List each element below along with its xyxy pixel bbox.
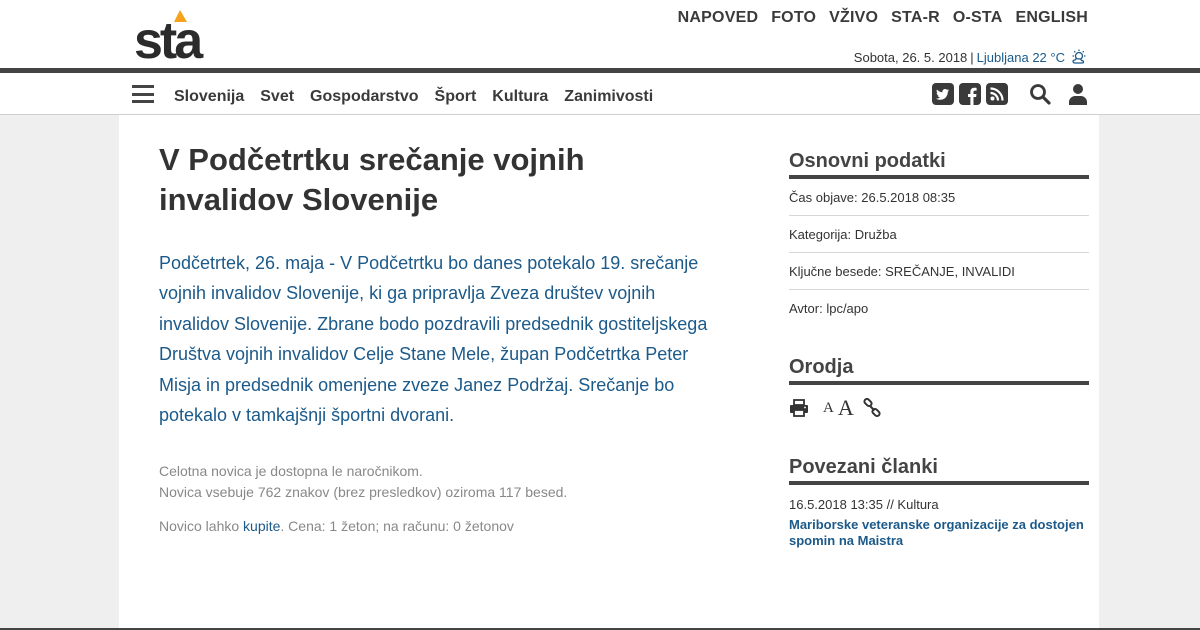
nav-item-sport[interactable]: Šport bbox=[434, 88, 477, 105]
tools-panel bbox=[789, 355, 1089, 421]
purchase-note bbox=[159, 518, 514, 534]
tools-heading: Orodja bbox=[789, 355, 1089, 385]
related-article-meta: 16.5.2018 13:35 // Kultura bbox=[789, 497, 939, 512]
tools-row bbox=[789, 385, 1089, 421]
related-article-link[interactable]: Mariborske veteranske organizacije za dostojen spomin na Maistra bbox=[789, 517, 1084, 548]
top-header bbox=[0, 0, 1200, 68]
link-icon[interactable] bbox=[862, 398, 882, 418]
author: Avtor: lpc/apo bbox=[789, 301, 869, 316]
purchase-prefix: Novico lahko bbox=[159, 518, 244, 534]
article-lead: Podčetrtek, 26. maja - V Podčetrtku bo danes potekalo 19. srečanje vojnih invalidov Slovenije, ki ga pripravlja Zveza društev vojnih invalidov Slovenije. Zbrane bodo pozdravili predsednik gostiteljskega Društva vojnih invalidov Celje Stane Mele, župan Podčetrtka Peter Misja in predsednik omenjene zveze Janez Podržaj. Srečanje bo potekalo v tamkajšnji športni dvorani. bbox=[159, 253, 708, 426]
top-link-vzivo[interactable]: VŽIVO bbox=[829, 9, 879, 26]
twitter-icon[interactable] bbox=[932, 83, 954, 105]
purchase-price: . Cena: 1 žeton; na računu: 0 žetonov bbox=[280, 518, 514, 534]
sta-logo[interactable] bbox=[134, 8, 226, 62]
dateline-separator: | bbox=[970, 49, 974, 65]
weather-text[interactable]: Ljubljana 22 °C bbox=[976, 49, 1065, 65]
nav-item-svet[interactable]: Svet bbox=[260, 88, 295, 105]
current-date: Sobota, 26. 5. 2018 bbox=[853, 49, 968, 65]
rss-icon[interactable] bbox=[986, 83, 1008, 105]
basic-info-panel bbox=[789, 149, 1089, 327]
search-icon[interactable] bbox=[1029, 83, 1051, 105]
subscription-note bbox=[159, 461, 719, 503]
dateline bbox=[854, 49, 1088, 65]
top-link-sta-r[interactable]: STA-R bbox=[891, 9, 940, 26]
subscription-note-line: Celotna novica je dostopna le naročnikom. bbox=[159, 463, 423, 479]
keywords: Ključne besede: SREČANJE, INVALIDI bbox=[789, 253, 1089, 290]
article-container bbox=[119, 115, 1099, 630]
facebook-icon[interactable] bbox=[959, 83, 981, 105]
user-icon[interactable] bbox=[1067, 83, 1089, 105]
svg-text:sta: sta bbox=[134, 12, 201, 62]
category: Kategorija: Družba bbox=[789, 216, 1089, 253]
top-link-napoved[interactable]: NAPOVED bbox=[677, 9, 759, 26]
hamburger-menu-icon[interactable] bbox=[132, 85, 154, 103]
font-decrease-icon[interactable]: A bbox=[823, 399, 834, 416]
nav-item-slovenija[interactable]: Slovenija bbox=[174, 88, 245, 105]
character-count-note: Novica vsebuje 762 znakov (brez presledkov) oziroma 117 besed. bbox=[159, 484, 568, 500]
buy-link[interactable]: kupite bbox=[243, 518, 281, 534]
nav-icons bbox=[932, 83, 1094, 105]
related-articles-panel bbox=[789, 455, 1089, 549]
top-link-english[interactable]: ENGLISH bbox=[1015, 9, 1088, 26]
nav-item-kultura[interactable]: Kultura bbox=[492, 88, 549, 105]
font-increase-icon[interactable]: A bbox=[837, 395, 854, 420]
section-nav bbox=[174, 88, 653, 106]
article-title: V Podčetrtku srečanje vojnih invalidov Slovenije bbox=[159, 142, 585, 217]
top-links bbox=[678, 9, 1088, 27]
sun-cloud-icon bbox=[1070, 49, 1088, 65]
top-link-foto[interactable]: FOTO bbox=[771, 9, 817, 26]
nav-item-zanimivosti[interactable]: Zanimivosti bbox=[564, 88, 654, 105]
related-heading: Povezani članki bbox=[789, 455, 1089, 485]
top-link-o-sta[interactable]: O-STA bbox=[952, 9, 1003, 26]
publish-time: Čas objave: 26.5.2018 08:35 bbox=[789, 179, 1089, 216]
basic-info-heading: Osnovni podatki bbox=[789, 149, 1089, 179]
print-icon[interactable] bbox=[789, 399, 809, 417]
main-navbar bbox=[0, 73, 1200, 115]
nav-item-gospodarstvo[interactable]: Gospodarstvo bbox=[310, 88, 419, 105]
